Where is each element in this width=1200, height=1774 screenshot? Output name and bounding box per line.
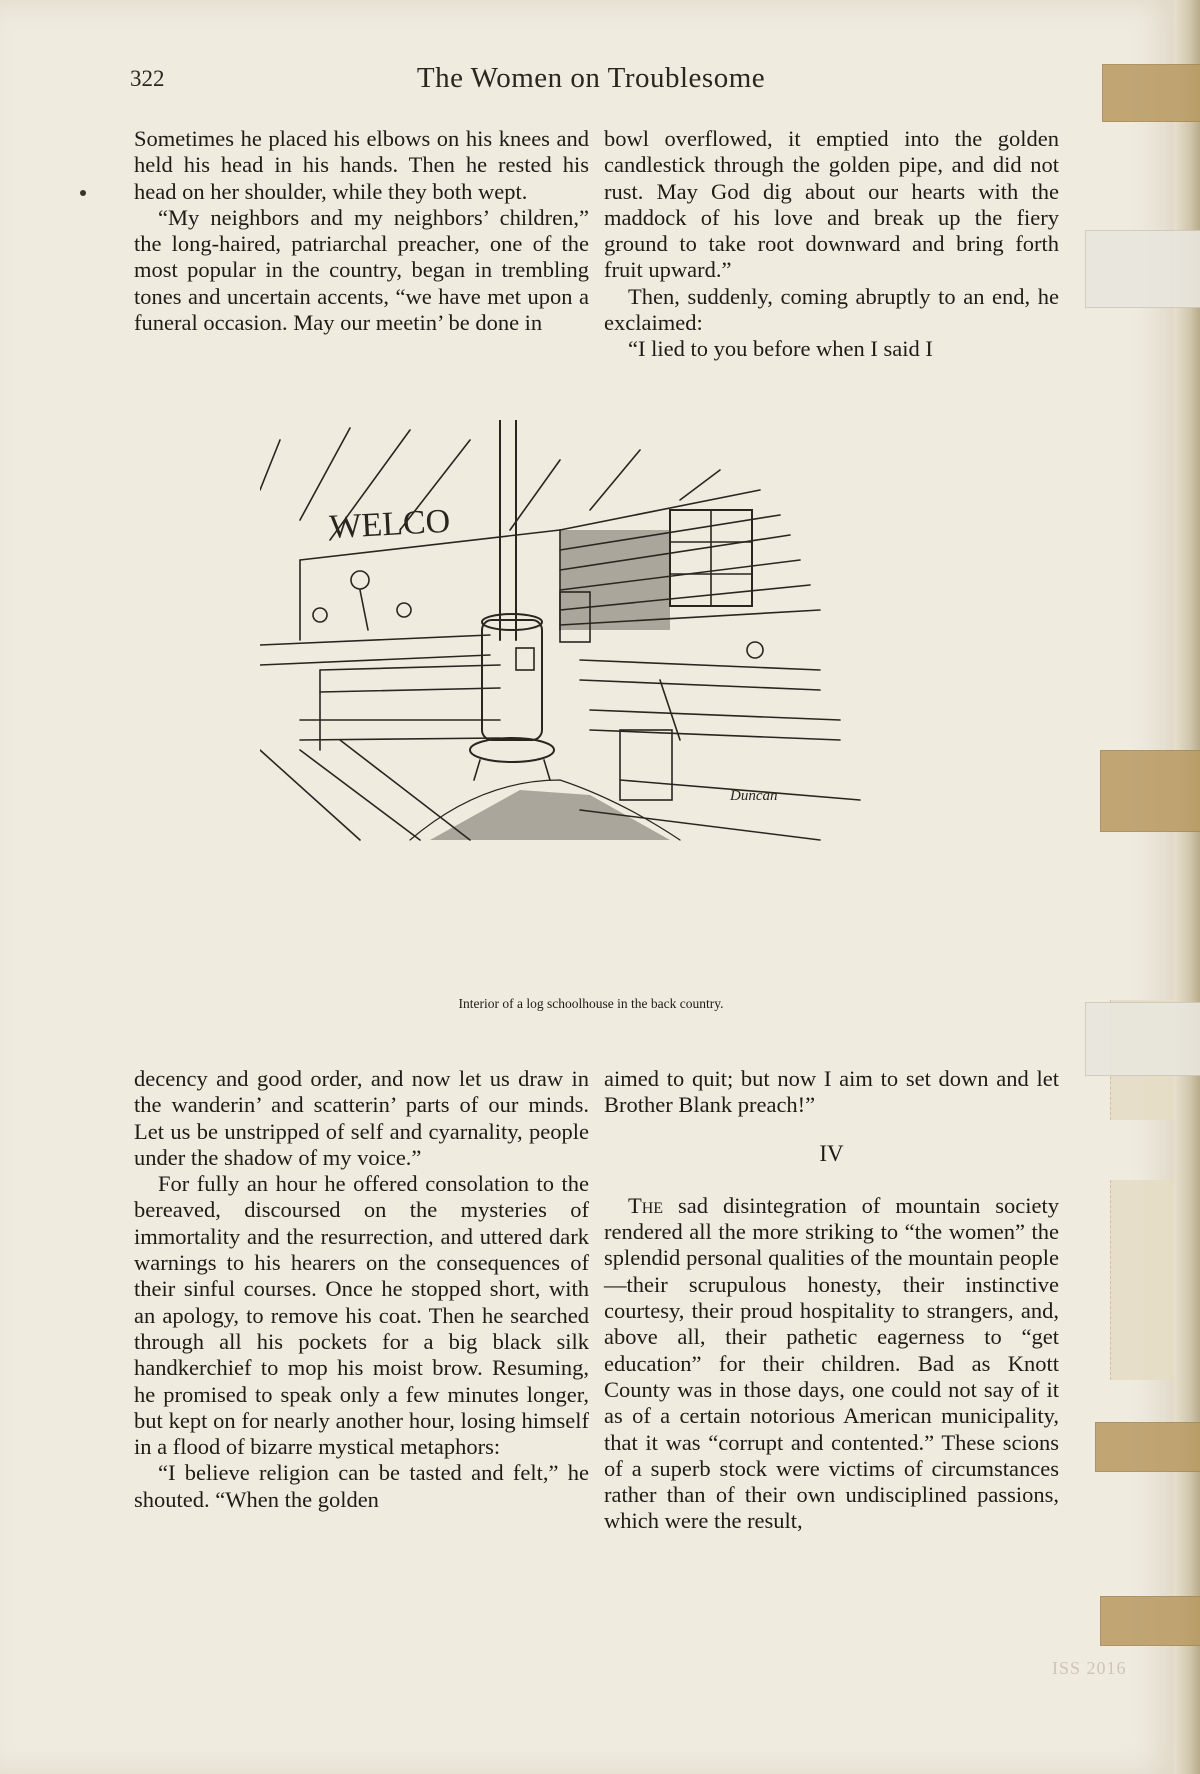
ink-spot [80,190,86,196]
drop-word: The [628,1192,664,1218]
page-header [130,62,1052,102]
tape-strip [1095,1422,1200,1472]
paragraph: “My neighbors and my neighbors’ children,” the long-haired, patriarchal preacher, one of the most popular in the country, began in trembling tones and uncertain accents, “we have met upon a funeral occasion. May our meetin’ be done in [134,204,589,336]
page-number: 322 [130,66,165,91]
section-heading: IV [819,1140,844,1166]
paragraph: “I lied to you before when I said I [628,336,933,362]
watermark-stamp: ISS 2016 [1052,1658,1127,1678]
paragraph: “I believe religion can be tasted and felt,” he shouted. “When the golden [134,1460,589,1512]
left-column-top [134,126,589,336]
running-title: The Women on Troublesome [416,62,766,94]
torn-edge [1110,1180,1181,1380]
paragraph: aimed to quit; but now I aim to set down and let Brother Blank preach!” [604,1066,1059,1118]
paragraph: For fully an hour he offered consolation to the bereaved, discoursed on the mysteries of immortality and the resurrection, and uttered dark warnings to his hearers on the consequences of their sinful courses. Once he stopped short, with an apology, to remove his coat. Then he searched through all his pockets for a big black silk handkerchief to mop his moist brow. Resuming, he promised to speak only a few minutes longer, but kept on for nearly another hour, losing himself in a flood of bizarre mystical metaphors: [134,1171,589,1460]
schoolhouse-illustration [260,420,940,960]
paragraph: bowl overflowed, it emptied into the golden candlestick through the golden pipe, and did not rust. May God dig about our hearts with the maddock of his love and break up the fiery ground to take root downward and bring forth fruit upward.” [604,126,1059,283]
paragraph [604,1193,1059,1535]
right-column-bottom [604,1066,1059,1535]
tape-strip [1085,230,1200,308]
sign-text: WELCO [328,502,452,546]
tape-strip [1085,1002,1200,1076]
paragraph: Sometimes he placed his elbows on his knees and held his head in his hands. Then he rested his head on her shoulder, while they both wept. [134,126,589,204]
tape-strip [1100,750,1200,832]
artist-signature: Duncan [730,788,778,804]
left-column-bottom [134,1066,589,1513]
tape-strip [1100,1596,1200,1646]
figure-caption: Interior of a log schoolhouse in the back country. [458,996,724,1011]
paragraph: Then, suddenly, coming abruptly to an end, he exclaimed: [604,283,1059,336]
paragraph-text: sad disintegration of mountain society rendered all the more striking to “the women” the splendid personal qualities of the mountain people—their scrupulous honesty, their instinctive courtesy, their proud hospitality to strangers, and, above all, their pathetic eagerness to “get education” for their children. Bad as Knott County was in those days, one could not say of it as of a certain notorious American municipality, that it was “corrupt and contented.” These scions of a superb stock were victims of circumstances rather than of their own undisciplined passions, which were the result, [604,1192,1059,1534]
paragraph: decency and good order, and now let us draw in the wanderin’ and scatterin’ parts of our minds. Let us be unstripped of self and cyarnality, people under the shadow of my voice.” [134,1066,589,1170]
tape-strip [1102,64,1200,122]
right-column-top [604,126,1059,363]
